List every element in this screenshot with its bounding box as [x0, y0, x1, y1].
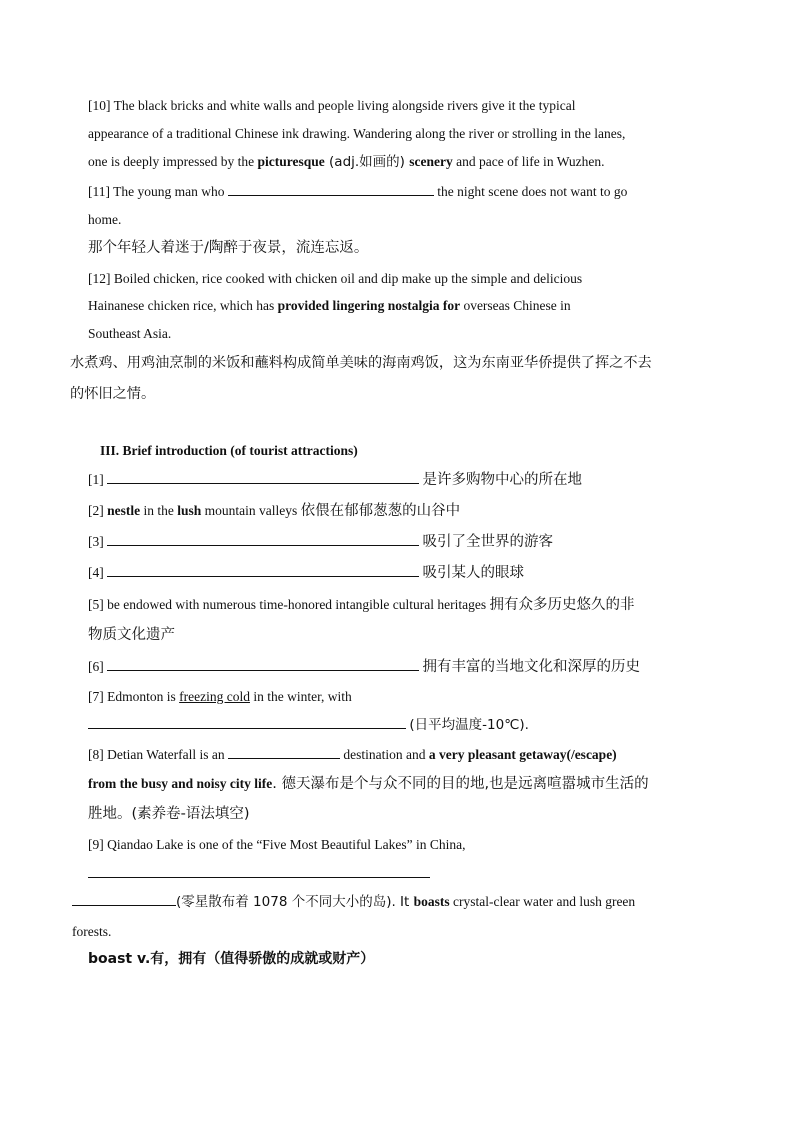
intro-item-3: [3] 吸引了全世界的游客 — [88, 534, 553, 550]
item-12-line-1: [12] Boiled chicken, rice cooked with chicken oil and dip make up the simple and delicious — [88, 271, 583, 286]
fill-blank[interactable] — [72, 892, 176, 906]
item-10-line-1: [10] The black bricks and white walls and people living alongside rivers give it the typical — [88, 98, 576, 113]
bold-phrase-getaway: a very pleasant getaway(/escape) — [428, 747, 617, 762]
fill-blank[interactable] — [88, 864, 430, 878]
item-12-line-3: Southeast Asia. — [88, 326, 172, 341]
bold-phrase-city-life: from the busy and noisy city life — [88, 776, 273, 791]
intro-item-1: [1] 是许多购物中心的所在地 — [88, 472, 582, 488]
fill-blank[interactable] — [228, 182, 434, 196]
bold-phrase-nostalgia: provided lingering nostalgia for — [277, 298, 461, 313]
intro-item-9-line-3: (零星散布着 1078 个不同大小的岛). It boasts crystal-clear water and lush green — [72, 892, 635, 912]
intro-item-9-line-1: [9] Qiandao Lake is one of the “Five Most Beautiful Lakes” in China, — [88, 837, 466, 852]
bold-term-boasts: boasts — [413, 894, 450, 909]
intro-item-2: [2] nestle in the lush mountain valleys 依偎在郁郁葱葱的山谷中 — [88, 503, 461, 519]
item-11-line-2: home. — [88, 212, 122, 227]
bold-term-nestle: nestle — [107, 503, 141, 518]
fill-blank[interactable] — [107, 532, 419, 546]
item-12-translation-1: 水煮鸡、用鸡油烹制的米饭和蘸料构成简单美味的海南鸡饭，这为东南亚华侨提供了挥之不去 — [70, 355, 652, 371]
intro-item-9-line-2 — [88, 864, 430, 884]
item-12-translation-2: 的怀旧之情。 — [70, 386, 156, 402]
bold-term-picturesque: picturesque — [257, 154, 325, 169]
item-10-line-2: appearance of a traditional Chinese ink drawing. Wandering along the river or strolling in the lanes, — [88, 126, 626, 141]
fill-blank[interactable] — [107, 657, 419, 671]
item-12-line-2: Hainanese chicken rice, which has provided lingering nostalgia for overseas Chinese in — [88, 298, 571, 313]
intro-item-5-line-1: [5] be endowed with numerous time-honored intangible cultural heritages 拥有众多历史悠久的非 — [88, 597, 635, 613]
intro-item-8-line-3: 胜地。(素养卷-语法填空) — [88, 806, 250, 822]
item-11-translation: 那个年轻人着迷于/陶醉于夜景，流连忘返。 — [88, 240, 369, 256]
bold-term-lush: lush — [177, 503, 202, 518]
intro-item-8-line-1: [8] Detian Waterfall is an destination and a very pleasant getaway(/escape) — [88, 747, 617, 762]
intro-item-9-line-4: forests. — [72, 924, 112, 939]
intro-item-8-line-2: from the busy and noisy city life. 德天瀑布是个与众不同的目的地,也是远离喧嚣城市生活的 — [88, 776, 649, 792]
fill-blank[interactable] — [228, 745, 340, 759]
intro-item-7-line-2: (日平均温度-10℃). — [88, 715, 529, 735]
fill-blank[interactable] — [107, 563, 419, 577]
underlined-phrase: freezing cold — [179, 689, 250, 704]
intro-item-7-line-1: [7] Edmonton is freezing cold in the winter, with — [88, 689, 352, 704]
intro-item-5-line-2: 物质文化遗产 — [88, 627, 175, 643]
section-heading: III. Brief introduction (of tourist attractions) — [100, 443, 358, 458]
fill-blank[interactable] — [107, 470, 419, 484]
intro-item-6: [6] 拥有丰富的当地文化和深厚的历史 — [88, 659, 640, 675]
intro-item-4: [4] 吸引某人的眼球 — [88, 565, 524, 581]
item-11-line-1: [11] The young man who the night scene does not want to go — [88, 184, 628, 199]
item-10-line-3: one is deeply impressed by the picturesque (adj.如画的) scenery and pace of life in Wuzhen. — [88, 154, 605, 170]
fill-blank[interactable] — [88, 715, 406, 729]
bold-term-scenery: scenery — [409, 154, 453, 169]
vocab-note: boast v.有，拥有（值得骄傲的成就或财产） — [88, 951, 375, 967]
